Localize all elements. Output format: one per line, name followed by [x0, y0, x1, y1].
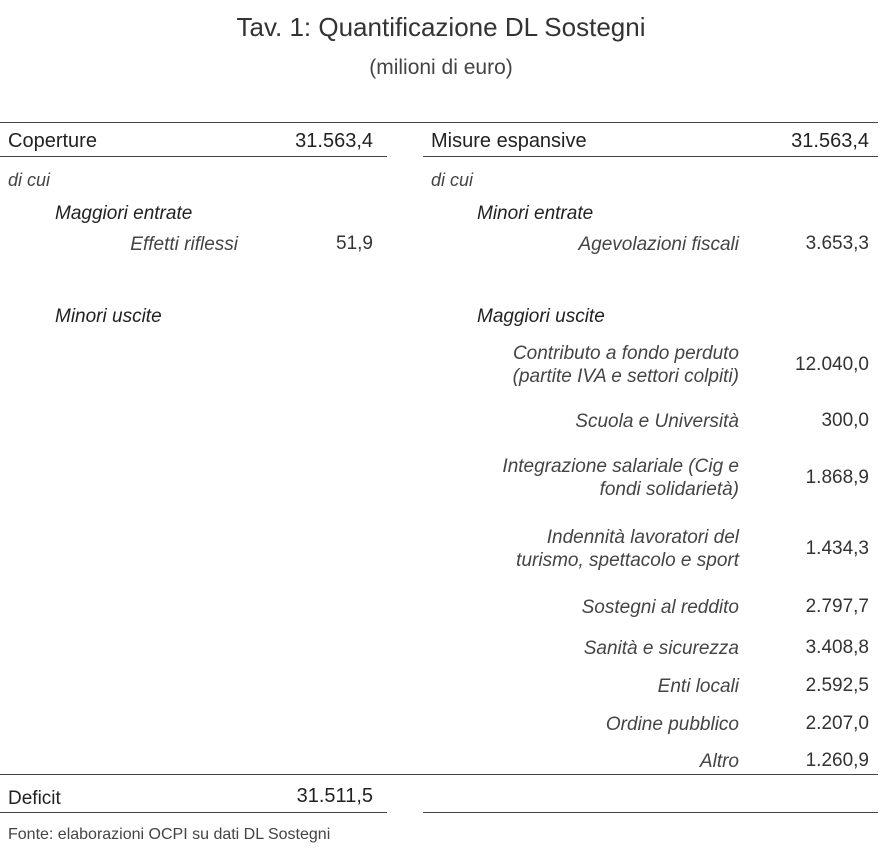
altro-value: 1.260,9 — [805, 750, 869, 771]
minori-uscite-heading: Minori uscite — [55, 306, 162, 327]
top-rule — [0, 122, 878, 123]
indennita-lavoratori-value: 1.434,3 — [805, 538, 869, 559]
integrazione-salariale-label: Integrazione salariale (Cig e fondi solidarietà) — [502, 456, 739, 500]
sanita-sicurezza-label: Sanità e sicurezza — [583, 638, 739, 659]
effetti-riflessi-value: 51,9 — [336, 233, 373, 254]
right-di-cui: di cui — [431, 170, 474, 190]
source-note: Fonte: elaborazioni OCPI su dati DL Sostegni — [8, 826, 331, 843]
misure-espansive-total: 31.563,4 — [791, 130, 869, 152]
effetti-riflessi-label: Effetti riflessi — [130, 234, 238, 255]
integrazione-salariale-value: 1.868,9 — [805, 467, 869, 488]
altro-label: Altro — [699, 751, 739, 772]
deficit-top-rule — [0, 774, 878, 775]
agevolazioni-fiscali-value: 3.653,3 — [805, 233, 869, 254]
header-rule-right — [423, 156, 878, 157]
deficit-value: 31.511,5 — [296, 785, 373, 807]
header-rule-left — [0, 156, 387, 157]
ordine-pubblico-value: 2.207,0 — [805, 713, 869, 734]
maggiori-entrate-heading: Maggiori entrate — [55, 203, 193, 224]
contributo-fondo-perduto-label: Contributo a fondo perduto (partite IVA e settori colpiti) — [512, 343, 739, 387]
misure-espansive-label: Misure espansive — [431, 130, 587, 152]
contributo-fondo-perduto-value: 12.040,0 — [795, 354, 869, 375]
deficit-label: Deficit — [8, 788, 61, 809]
indennita-lavoratori-label: Indennità lavoratori del turismo, spettacolo e sport — [516, 527, 739, 571]
left-di-cui: di cui — [8, 170, 51, 190]
sostegni-reddito-label: Sostegni al reddito — [581, 597, 739, 618]
enti-locali-value: 2.592,5 — [805, 675, 869, 696]
scuola-universita-value: 300,0 — [821, 410, 869, 431]
coperture-total: 31.563,4 — [295, 130, 373, 152]
sanita-sicurezza-value: 3.408,8 — [805, 637, 869, 658]
enti-locali-label: Enti locali — [657, 676, 739, 697]
bottom-rule-right — [423, 812, 878, 813]
sostegni-reddito-value: 2.797,7 — [805, 596, 869, 617]
table-title: Tav. 1: Quantificazione DL Sostegni — [236, 12, 646, 42]
coperture-label: Coperture — [8, 130, 97, 152]
table-subtitle: (milioni di euro) — [369, 56, 513, 79]
ordine-pubblico-label: Ordine pubblico — [605, 714, 739, 735]
minori-entrate-heading: Minori entrate — [477, 203, 594, 224]
maggiori-uscite-heading: Maggiori uscite — [477, 306, 605, 327]
scuola-universita-label: Scuola e Università — [575, 411, 739, 432]
agevolazioni-fiscali-label: Agevolazioni fiscali — [578, 234, 739, 255]
deficit-bottom-rule — [0, 812, 387, 813]
